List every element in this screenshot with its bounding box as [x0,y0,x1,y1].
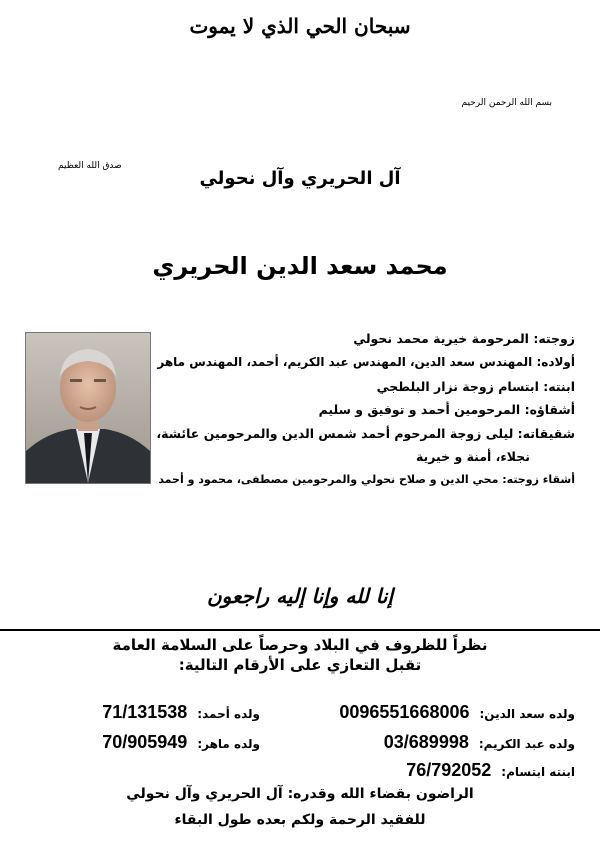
relative-value: ليلى زوجة المرحوم أحمد شمس الدين والمرحومين عائشة، [156,426,514,441]
phone-entry [384,732,575,753]
phone-number[interactable]: 70/905949 [102,732,188,752]
condolence-notice-line1: نظراً للظروف في البلاد وحرصاً على السلامة العامة [112,636,488,654]
relative-value: المرحومة خيرية محمد نحولي [353,331,529,346]
relative-row [353,331,575,346]
phone-entry [102,732,260,753]
relative-row [319,402,575,417]
relative-label: ابنته: [543,379,575,394]
phone-label: ولده أحمد: [197,707,260,721]
condolence-notice-line2: تقبل التعازي على الأرقام التالية: [178,656,422,674]
basmala: بسم الله الرحمن الرحيم [461,98,552,108]
phone-number[interactable]: 76/792052 [406,760,492,780]
deceased-name: محمد سعد الدين الحريري [152,252,448,280]
phone-entry [406,760,575,781]
footer-line1: الراضون بقضاء الله وقدره: آل الحريري وآل نحولي [126,786,474,802]
header-calligraphy: سبحان الحي الذي لا يموت [189,14,411,38]
phone-label: ولده سعد الدين: [479,707,575,721]
portrait-image [26,333,150,483]
inna-lillah-calligraphy: إنا لله وإنا إليه راجعون [206,584,394,608]
relative-value: محي الدين و صلاح نحولي والمرحومين مصطفى، محمود و أحمد [158,473,499,486]
relative-value: ابتسام زوجة نزار البلطجي [376,379,539,394]
relative-label: زوجته: [533,331,575,346]
relative-label: أشقاء زوجته: [502,473,575,486]
relative-label: أولاده: [536,355,575,369]
relative-row [158,473,575,486]
phone-label: ولده عبد الكريم: [478,737,575,751]
phone-number[interactable]: 71/131538 [102,702,188,722]
footer-line2: للفقيد الرحمة ولكم بعده طول البقاء [174,812,426,828]
divider [0,629,600,631]
deceased-photo [25,332,151,484]
phone-entry [102,702,260,723]
relative-label: أشقاؤه: [524,402,575,417]
sadaqa-text: صدق الله العظيم [58,161,122,171]
relative-row [157,355,575,369]
relative-row [416,449,530,464]
phone-label: ابنته ابتسام: [501,765,575,779]
relative-label: شقيقاته: [517,426,575,441]
relative-value: المهندس سعد الدين، المهندس عبد الكريم، أحمد، المهندس ماهر [157,355,533,369]
relative-value: المرحومين أحمد و توفيق و سليم [318,402,521,417]
phone-number[interactable]: 0096551668006 [339,702,470,722]
relative-value: نجلاء، أمنة و خيرية [415,449,530,464]
family-names: آل الحريري وآل نحولي [199,168,401,189]
relative-row [377,379,575,394]
relative-row [156,426,575,441]
phone-entry [339,702,575,723]
phone-label: ولده ماهر: [197,737,260,751]
phone-number[interactable]: 03/689998 [383,732,469,752]
